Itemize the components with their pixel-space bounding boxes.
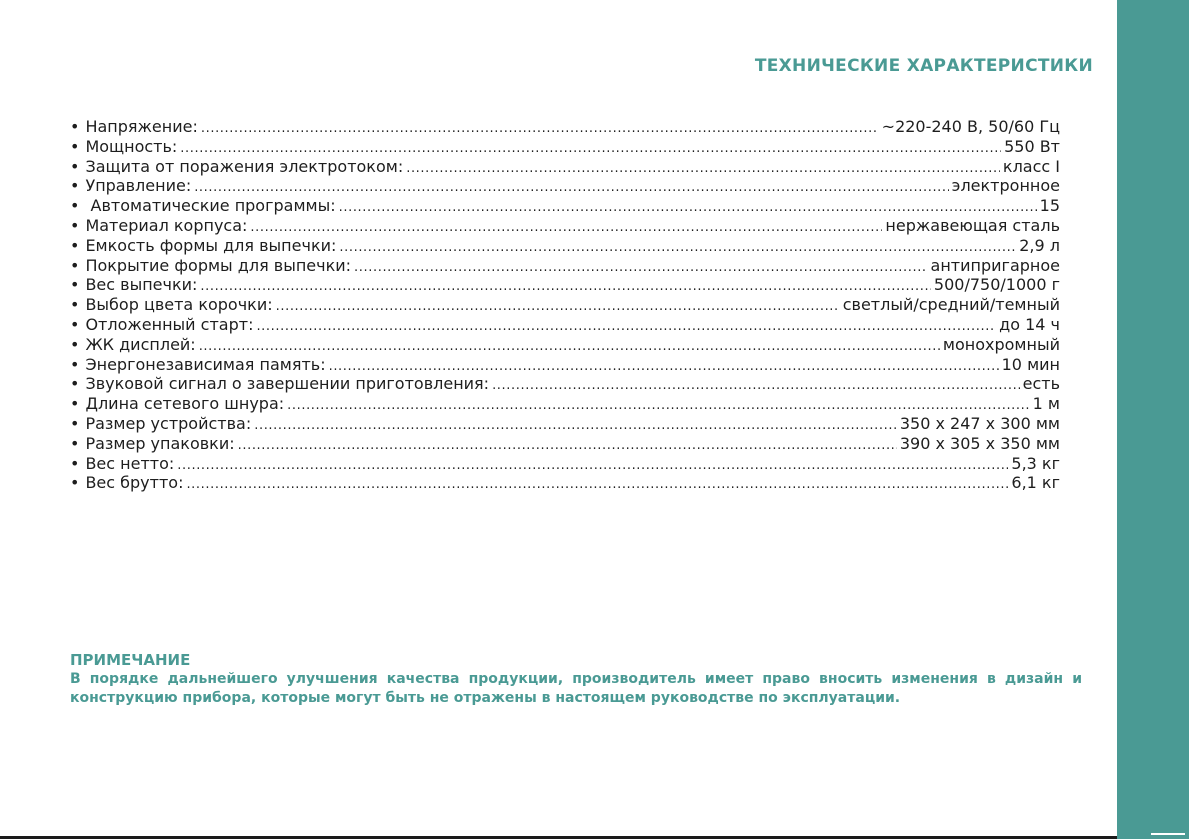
bullet-icon: • xyxy=(70,255,80,275)
note-text: В порядке дальнейшего улучшения качества продукции, производитель имеет право вносить изменения в дизайн и конструкцию прибора, которые могут быть не отражены в настоящем руководстве по эксплуатации. xyxy=(70,671,1082,706)
spec-list xyxy=(70,117,1060,493)
spec-value: до 14 ч xyxy=(999,314,1060,334)
spec-value: 15 xyxy=(1039,196,1060,216)
spec-row xyxy=(70,454,1060,474)
spec-value: электронное xyxy=(951,176,1060,196)
spec-label: Материал корпуса: xyxy=(85,215,248,235)
spec-value: светлый/средний/темный xyxy=(842,295,1060,315)
bullet-icon: • xyxy=(70,374,80,394)
spec-label: Автоматические программы: xyxy=(85,196,336,216)
bullet-icon: • xyxy=(70,275,80,295)
bullet-icon: • xyxy=(70,314,80,334)
spec-label: Напряжение: xyxy=(85,117,198,136)
spec-row xyxy=(70,414,1060,434)
spec-label: Покрытие формы для выпечки: xyxy=(85,255,352,275)
spec-label: Емкость формы для выпечки: xyxy=(85,235,337,255)
dot-leader xyxy=(254,416,897,436)
spec-row xyxy=(70,236,1060,256)
spec-row xyxy=(70,216,1060,236)
spec-row xyxy=(70,256,1060,276)
spec-row xyxy=(70,374,1060,394)
bullet-icon: • xyxy=(70,413,80,433)
spec-value: 550 Вт xyxy=(1004,136,1060,156)
dot-leader xyxy=(238,436,897,456)
spec-value: 10 мин xyxy=(1001,354,1060,374)
bullet-icon: • xyxy=(70,156,80,176)
spec-label: Отложенный старт: xyxy=(85,314,254,334)
dot-leader xyxy=(186,475,1008,495)
spec-row xyxy=(70,355,1060,375)
spec-row xyxy=(70,473,1060,493)
spec-row xyxy=(70,315,1060,335)
spec-label: Длина сетевого шнура: xyxy=(85,394,285,414)
spec-label: Управление: xyxy=(85,176,192,196)
bullet-icon: • xyxy=(70,176,80,196)
dot-leader xyxy=(406,159,1000,179)
spec-value: класс I xyxy=(1002,156,1060,176)
note-title: ПРИМЕЧАНИЕ xyxy=(70,651,191,669)
bullet-icon: • xyxy=(70,136,80,156)
bullet-icon: • xyxy=(70,453,80,473)
spec-label: Вес брутто: xyxy=(85,473,184,493)
spec-value: 5,3 кг xyxy=(1011,453,1060,473)
spec-value: 2,9 л xyxy=(1019,235,1060,255)
spec-value: 1 м xyxy=(1032,394,1060,414)
spec-row xyxy=(70,295,1060,315)
dot-leader xyxy=(339,238,1016,258)
spec-row xyxy=(70,394,1060,414)
spec-label: Энергонезависимая память: xyxy=(85,354,326,374)
dot-leader xyxy=(256,317,996,337)
bullet-icon: • xyxy=(70,433,80,453)
bullet-icon: • xyxy=(70,196,80,216)
dot-leader xyxy=(354,258,927,278)
spec-value: 500/750/1000 г xyxy=(933,275,1060,295)
dot-leader xyxy=(492,376,1020,396)
side-bar-mark xyxy=(1151,833,1185,835)
bullet-icon: • xyxy=(70,334,80,354)
bullet-icon: • xyxy=(70,215,80,235)
bullet-icon: • xyxy=(70,295,80,315)
spec-label: Вес нетто: xyxy=(85,453,175,473)
spec-label: Размер упаковки: xyxy=(85,433,235,453)
bullet-icon: • xyxy=(70,117,80,136)
spec-label: Выбор цвета корочки: xyxy=(85,295,273,315)
page-title: ТЕХНИЧЕСКИЕ ХАРАКТЕРИСТИКИ xyxy=(754,56,1093,76)
spec-value: антипригарное xyxy=(930,255,1060,275)
spec-row xyxy=(70,137,1060,157)
spec-label: Звуковой сигнал о завершении приготовления: xyxy=(85,374,490,394)
spec-value: 350 х 247 х 300 мм xyxy=(899,413,1060,433)
spec-row xyxy=(70,335,1060,355)
spec-row xyxy=(70,157,1060,177)
dot-leader xyxy=(276,297,840,317)
spec-value: ~220-240 В, 50/60 Гц xyxy=(881,117,1060,136)
spec-value: 390 х 305 х 350 мм xyxy=(899,433,1060,453)
dot-leader xyxy=(201,119,879,139)
spec-label: Вес выпечки: xyxy=(85,275,198,295)
spec-label: ЖК дисплей: xyxy=(85,334,196,354)
bullet-icon: • xyxy=(70,473,80,493)
spec-row xyxy=(70,434,1060,454)
spec-value: есть xyxy=(1022,374,1060,394)
spec-label: Размер устройства: xyxy=(85,413,252,433)
dot-leader xyxy=(177,456,1008,476)
spec-row xyxy=(70,275,1060,295)
dot-leader xyxy=(250,218,882,238)
spec-value: монохромный xyxy=(942,334,1060,354)
bullet-icon: • xyxy=(70,394,80,414)
note-block xyxy=(70,651,1082,708)
dot-leader xyxy=(200,277,931,297)
spec-row xyxy=(70,117,1060,137)
spec-label: Защита от поражения электротоком: xyxy=(85,156,404,176)
bullet-icon: • xyxy=(70,235,80,255)
spec-row xyxy=(70,196,1060,216)
bullet-icon: • xyxy=(70,354,80,374)
spec-row xyxy=(70,176,1060,196)
spec-value: 6,1 кг xyxy=(1011,473,1060,493)
side-color-bar xyxy=(1117,0,1189,839)
spec-label: Мощность: xyxy=(85,136,178,156)
spec-value: нержавеющая сталь xyxy=(885,215,1060,235)
